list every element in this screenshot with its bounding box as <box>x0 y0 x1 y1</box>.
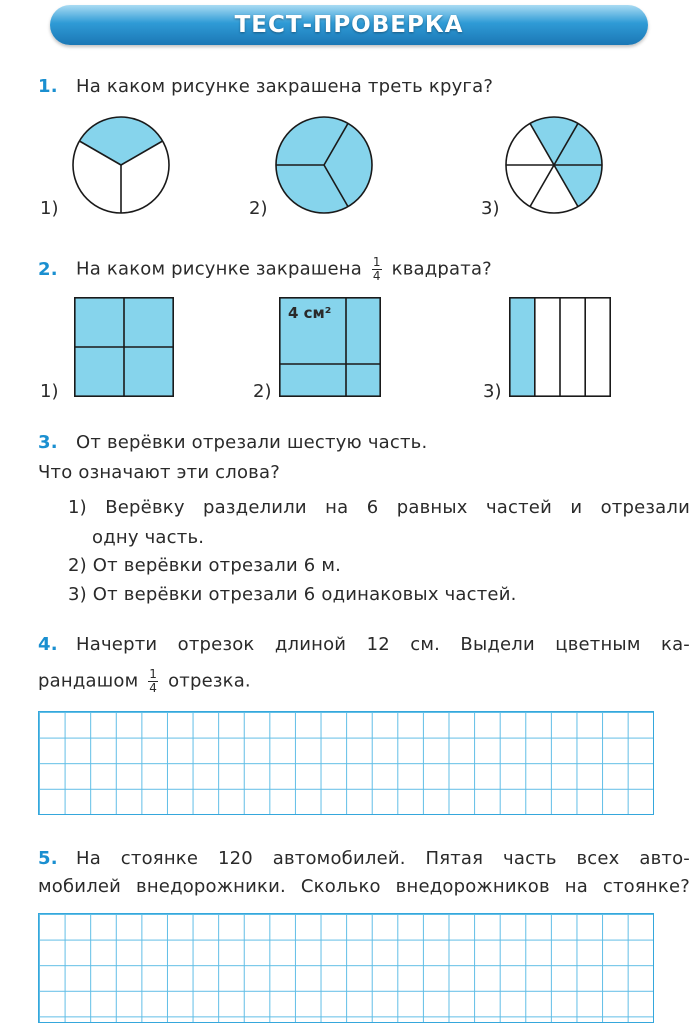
answer-grid-q4[interactable] <box>38 711 654 815</box>
page-title: ТЕСТ-ПРОВЕРКА <box>234 12 464 38</box>
question-2 <box>38 256 492 283</box>
option-label: 3) <box>483 381 502 402</box>
circle-figure-2 <box>275 116 373 214</box>
question-text: На каком рисунке закрашена <box>76 258 362 280</box>
answer-1-continued: одну часть. <box>92 527 205 548</box>
circle-figure-3 <box>505 116 603 214</box>
question-number: 4. <box>38 634 58 655</box>
question-1 <box>38 76 493 97</box>
circle-figure-1 <box>72 116 170 214</box>
title-banner <box>50 5 648 45</box>
square-figure-1 <box>74 297 174 397</box>
answer-2: 2) От верёвки отрезали 6 м. <box>68 555 342 576</box>
question-5 <box>38 848 690 869</box>
question-text: На каком рисунке закрашена треть круга? <box>76 76 494 97</box>
answer-3: 3) От верёвки отрезали 6 одинаковых частей. <box>68 584 517 605</box>
circle-1-shaded-sector <box>121 117 163 165</box>
question-4 <box>38 634 690 655</box>
question-text: квадрата? <box>391 258 492 280</box>
option-label: 2) <box>249 198 268 219</box>
square-figure-3 <box>509 297 611 397</box>
fraction-denominator: 4 <box>372 269 381 283</box>
answer-1: 1) Верёвку разделили на 6 равных частей и отрезали <box>68 497 690 518</box>
fraction-numerator: 1 <box>149 667 158 681</box>
question-5-line-2: мобилей внедорожники. Сколько внедорожников на стоянке? <box>38 876 690 897</box>
question-3-line-2: Что означают эти слова? <box>38 462 280 483</box>
option-label: 1) <box>40 381 59 402</box>
option-label: 2) <box>253 381 272 402</box>
question-text: отрезка. <box>168 670 251 692</box>
question-number: 5. <box>38 848 58 869</box>
question-number: 2. <box>38 258 58 280</box>
answer-grid-q5[interactable] <box>38 913 654 1023</box>
question-number: 3. <box>38 432 58 453</box>
question-number: 1. <box>38 76 58 97</box>
option-label: 3) <box>481 198 500 219</box>
question-text: На стоянке 120 автомобилей. Пятая часть всех авто- <box>76 848 690 869</box>
fraction-denominator: 4 <box>149 681 158 695</box>
option-label: 1) <box>40 198 59 219</box>
question-text: От верёвки отрезали шестую часть. <box>76 432 428 453</box>
area-label: 4 см² <box>288 304 332 322</box>
fraction <box>148 668 158 695</box>
question-text: рандашом <box>38 670 139 692</box>
question-text: Начерти отрезок длиной 12 см. Выдели цветным ка- <box>76 634 690 655</box>
question-4-line-2 <box>38 668 251 695</box>
square-3-shaded-strip <box>510 298 535 396</box>
question-3 <box>38 432 427 453</box>
fraction-numerator: 1 <box>372 255 381 269</box>
circle-3-shaded-sector <box>554 165 602 207</box>
circle-1-shaded-sector <box>79 117 121 165</box>
fraction <box>372 256 382 283</box>
